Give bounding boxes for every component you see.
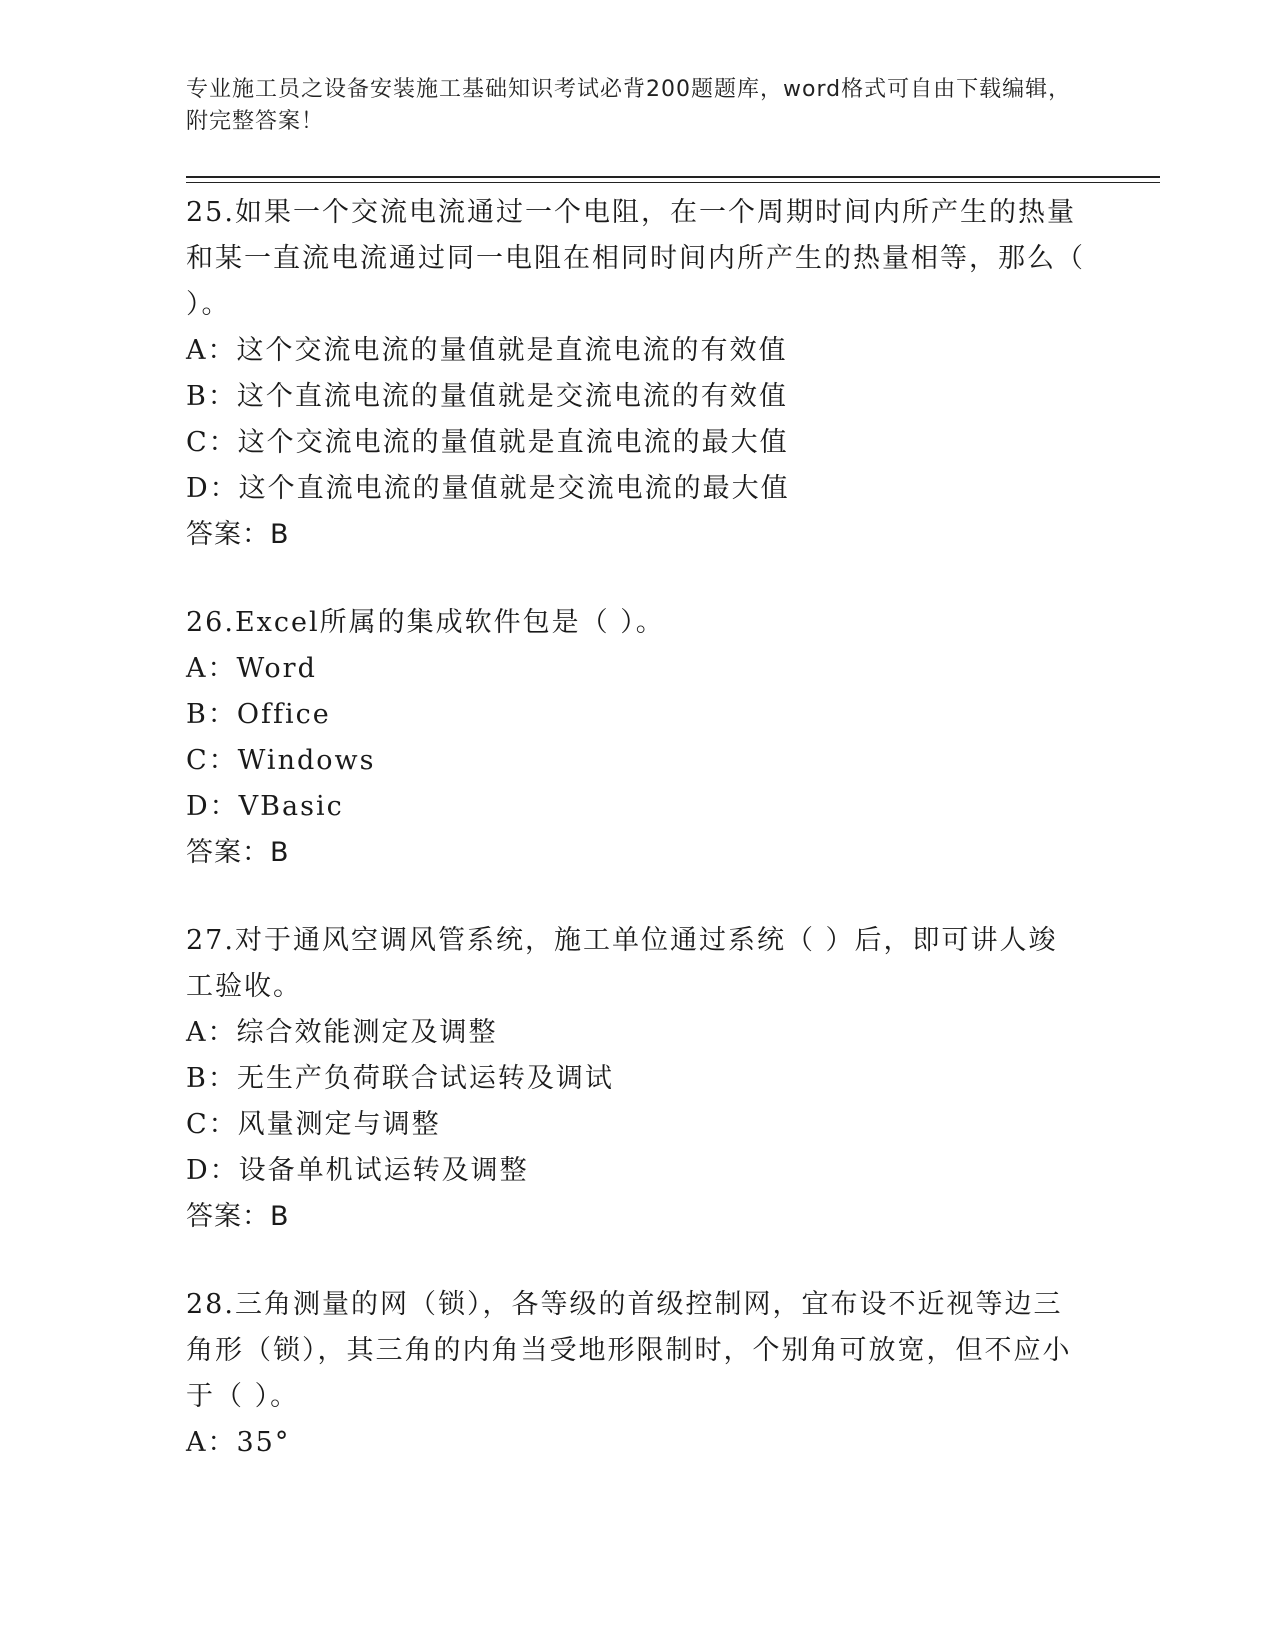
question-25 (186, 190, 1086, 558)
option-a: A：综合效能测定及调整 (186, 1017, 498, 1048)
option-b: B：无生产负荷联合试运转及调试 (186, 1063, 614, 1094)
question-list (186, 190, 1086, 1508)
option-a: A：Word (186, 653, 317, 684)
option-c: C：风量测定与调整 (186, 1109, 441, 1140)
option-b: B：这个直流电流的量值就是交流电流的有效值 (186, 381, 788, 412)
document-header: 专业施工员之设备安装施工基础知识考试必背200题题库，word格式可自由下载编辑，附完整答案！ (186, 77, 1072, 134)
answer: 答案：B (186, 519, 290, 550)
header-rule-thin (186, 182, 1160, 183)
header-rule-thick (186, 176, 1160, 178)
question-text: 26.Excel所属的集成软件包是（ ）。 (186, 607, 665, 638)
option-c: C：Windows (186, 745, 376, 776)
option-a: A：这个交流电流的量值就是直流电流的有效值 (186, 335, 788, 366)
option-a: A：35° (186, 1427, 291, 1458)
question-28 (186, 1282, 1086, 1466)
question-text: 28.三角测量的网（锁），各等级的首级控制网，宜布设不近视等边三角形（锁），其三角的内角当受地形限制时，个别角可放宽，但不应小于（ ）。 (186, 1289, 1072, 1412)
option-d: D：VBasic (186, 791, 344, 822)
question-26 (186, 600, 1086, 876)
question-text: 27.对于通风空调风管系统，施工单位通过系统（ ）后，即可讲人竣工验收。 (186, 925, 1058, 1002)
option-c: C：这个交流电流的量值就是直流电流的最大值 (186, 427, 789, 458)
option-d: D：这个直流电流的量值就是交流电流的最大值 (186, 473, 790, 504)
question-27 (186, 918, 1086, 1240)
answer: 答案：B (186, 1201, 290, 1232)
option-d: D：设备单机试运转及调整 (186, 1155, 529, 1186)
option-b: B：Office (186, 699, 331, 730)
answer: 答案：B (186, 837, 290, 868)
question-text: 25.如果一个交流电流通过一个电阻，在一个周期时间内所产生的热量和某一直流电流通过同一电阻在相同时间内所产生的热量相等，那么（ ）。 (186, 197, 1085, 320)
